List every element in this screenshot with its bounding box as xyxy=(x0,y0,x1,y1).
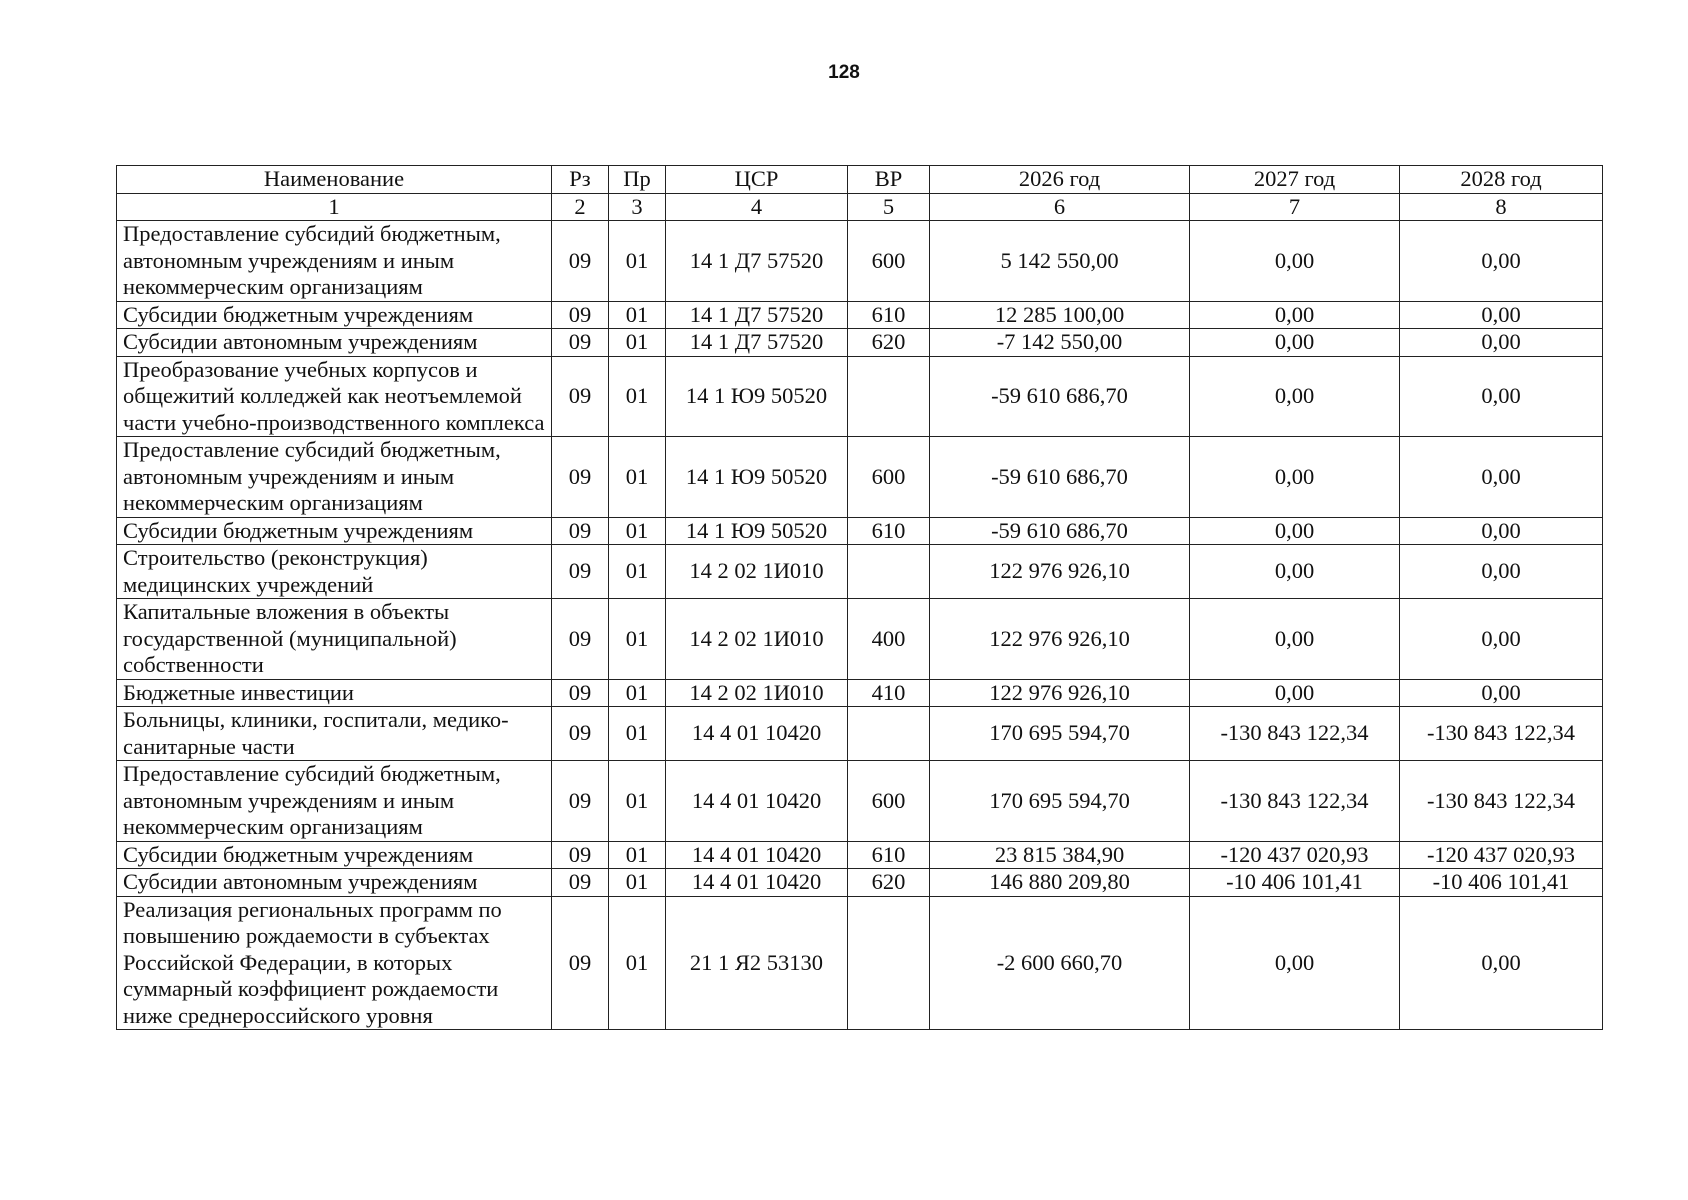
rz-cell: 09 xyxy=(552,301,609,329)
amount-2028-cell: 0,00 xyxy=(1400,679,1603,707)
column-number: 1 xyxy=(117,193,552,221)
amount-2026-cell: 146 880 209,80 xyxy=(930,869,1190,897)
amount-2026-cell: 170 695 594,70 xyxy=(930,707,1190,761)
pr-cell: 01 xyxy=(609,841,666,869)
amount-2028-cell: 0,00 xyxy=(1400,329,1603,357)
rz-cell: 09 xyxy=(552,545,609,599)
csr-cell: 14 2 02 1И010 xyxy=(666,545,848,599)
rz-cell: 09 xyxy=(552,221,609,302)
amount-2027-cell: 0,00 xyxy=(1190,896,1400,1030)
vr-cell xyxy=(848,707,930,761)
amount-2027-cell: 0,00 xyxy=(1190,437,1400,518)
row-name-cell: Строительство (реконструкция) медицинских учреждений xyxy=(117,545,552,599)
csr-cell: 14 4 01 10420 xyxy=(666,761,848,842)
header-csr: ЦСР xyxy=(666,166,848,194)
vr-cell: 600 xyxy=(848,761,930,842)
table-row xyxy=(117,301,1603,329)
column-number: 8 xyxy=(1400,193,1603,221)
amount-2028-cell: 0,00 xyxy=(1400,301,1603,329)
vr-cell: 620 xyxy=(848,329,930,357)
header-vr: ВР xyxy=(848,166,930,194)
pr-cell: 01 xyxy=(609,896,666,1030)
vr-cell: 600 xyxy=(848,437,930,518)
header-2027: 2027 год xyxy=(1190,166,1400,194)
vr-cell: 410 xyxy=(848,679,930,707)
column-number: 5 xyxy=(848,193,930,221)
rz-cell: 09 xyxy=(552,869,609,897)
table-row xyxy=(117,437,1603,518)
csr-cell: 21 1 Я2 53130 xyxy=(666,896,848,1030)
amount-2027-cell: 0,00 xyxy=(1190,599,1400,680)
csr-cell: 14 2 02 1И010 xyxy=(666,679,848,707)
amount-2026-cell: -59 610 686,70 xyxy=(930,356,1190,437)
table-row xyxy=(117,545,1603,599)
csr-cell: 14 1 Ю9 50520 xyxy=(666,356,848,437)
amount-2026-cell: -59 610 686,70 xyxy=(930,437,1190,518)
amount-2027-cell: 0,00 xyxy=(1190,301,1400,329)
amount-2027-cell: 0,00 xyxy=(1190,329,1400,357)
amount-2028-cell: 0,00 xyxy=(1400,545,1603,599)
rz-cell: 09 xyxy=(552,679,609,707)
amount-2027-cell: 0,00 xyxy=(1190,545,1400,599)
amount-2028-cell: 0,00 xyxy=(1400,221,1603,302)
csr-cell: 14 1 Ю9 50520 xyxy=(666,517,848,545)
row-name-cell: Субсидии автономным учреждениям xyxy=(117,329,552,357)
row-name-cell: Субсидии автономным учреждениям xyxy=(117,869,552,897)
table-body xyxy=(117,221,1603,1030)
rz-cell: 09 xyxy=(552,707,609,761)
vr-cell: 610 xyxy=(848,841,930,869)
amount-2026-cell: -7 142 550,00 xyxy=(930,329,1190,357)
amount-2027-cell: 0,00 xyxy=(1190,517,1400,545)
table-row xyxy=(117,599,1603,680)
amount-2028-cell: -130 843 122,34 xyxy=(1400,761,1603,842)
pr-cell: 01 xyxy=(609,329,666,357)
column-number: 6 xyxy=(930,193,1190,221)
rz-cell: 09 xyxy=(552,437,609,518)
csr-cell: 14 4 01 10420 xyxy=(666,707,848,761)
amount-2028-cell: 0,00 xyxy=(1400,896,1603,1030)
pr-cell: 01 xyxy=(609,437,666,518)
pr-cell: 01 xyxy=(609,221,666,302)
vr-cell: 620 xyxy=(848,869,930,897)
amount-2026-cell: 12 285 100,00 xyxy=(930,301,1190,329)
amount-2026-cell: 5 142 550,00 xyxy=(930,221,1190,302)
vr-cell xyxy=(848,356,930,437)
row-name-cell: Преобразование учебных корпусов и общежитий колледжей как неотъемлемой части учебно-производственного комплекса xyxy=(117,356,552,437)
header-pr: Пр xyxy=(609,166,666,194)
table-row xyxy=(117,896,1603,1030)
rz-cell: 09 xyxy=(552,517,609,545)
table-row xyxy=(117,761,1603,842)
table-row xyxy=(117,869,1603,897)
header-2028: 2028 год xyxy=(1400,166,1603,194)
csr-cell: 14 1 Д7 57520 xyxy=(666,301,848,329)
row-name-cell: Субсидии бюджетным учреждениям xyxy=(117,517,552,545)
vr-cell: 600 xyxy=(848,221,930,302)
header-2026: 2026 год xyxy=(930,166,1190,194)
row-name-cell: Предоставление субсидий бюджетным, автономным учреждениям и иным некоммерческим организациям xyxy=(117,761,552,842)
table-row xyxy=(117,356,1603,437)
pr-cell: 01 xyxy=(609,679,666,707)
pr-cell: 01 xyxy=(609,545,666,599)
table-row xyxy=(117,329,1603,357)
csr-cell: 14 4 01 10420 xyxy=(666,841,848,869)
column-number: 7 xyxy=(1190,193,1400,221)
amount-2028-cell: -120 437 020,93 xyxy=(1400,841,1603,869)
amount-2028-cell: 0,00 xyxy=(1400,437,1603,518)
page-number: 128 xyxy=(828,62,860,83)
amount-2026-cell: 23 815 384,90 xyxy=(930,841,1190,869)
column-number: 4 xyxy=(666,193,848,221)
row-name-cell: Субсидии бюджетным учреждениям xyxy=(117,841,552,869)
rz-cell: 09 xyxy=(552,841,609,869)
column-number: 3 xyxy=(609,193,666,221)
header-rz: Рз xyxy=(552,166,609,194)
amount-2026-cell: 122 976 926,10 xyxy=(930,679,1190,707)
amount-2028-cell: 0,00 xyxy=(1400,517,1603,545)
rz-cell: 09 xyxy=(552,761,609,842)
pr-cell: 01 xyxy=(609,517,666,545)
amount-2028-cell: 0,00 xyxy=(1400,356,1603,437)
amount-2026-cell: 170 695 594,70 xyxy=(930,761,1190,842)
table-row xyxy=(117,221,1603,302)
header-row xyxy=(117,166,1603,194)
table-row xyxy=(117,517,1603,545)
pr-cell: 01 xyxy=(609,301,666,329)
row-name-cell: Больницы, клиники, госпитали, медико-санитарные части xyxy=(117,707,552,761)
amount-2027-cell: -130 843 122,34 xyxy=(1190,761,1400,842)
vr-cell xyxy=(848,545,930,599)
header-name: Наименование xyxy=(117,166,552,194)
amount-2028-cell: -10 406 101,41 xyxy=(1400,869,1603,897)
csr-cell: 14 1 Д7 57520 xyxy=(666,221,848,302)
vr-cell xyxy=(848,896,930,1030)
column-number-row xyxy=(117,193,1603,221)
rz-cell: 09 xyxy=(552,599,609,680)
amount-2026-cell: 122 976 926,10 xyxy=(930,545,1190,599)
csr-cell: 14 4 01 10420 xyxy=(666,869,848,897)
row-name-cell: Предоставление субсидий бюджетным, автономным учреждениям и иным некоммерческим организациям xyxy=(117,221,552,302)
amount-2027-cell: -10 406 101,41 xyxy=(1190,869,1400,897)
row-name-cell: Субсидии бюджетным учреждениям xyxy=(117,301,552,329)
row-name-cell: Бюджетные инвестиции xyxy=(117,679,552,707)
row-name-cell: Капитальные вложения в объекты государственной (муниципальной) собственности xyxy=(117,599,552,680)
csr-cell: 14 1 Д7 57520 xyxy=(666,329,848,357)
amount-2028-cell: 0,00 xyxy=(1400,599,1603,680)
row-name-cell: Реализация региональных программ по повышению рождаемости в субъектах Российской Федерации, в которых суммарный коэффициент рождаемости ниже среднероссийского уровня xyxy=(117,896,552,1030)
rz-cell: 09 xyxy=(552,329,609,357)
row-name-cell: Предоставление субсидий бюджетным, автономным учреждениям и иным некоммерческим организациям xyxy=(117,437,552,518)
amount-2027-cell: -130 843 122,34 xyxy=(1190,707,1400,761)
budget-table xyxy=(116,165,1603,1030)
csr-cell: 14 1 Ю9 50520 xyxy=(666,437,848,518)
table-row xyxy=(117,707,1603,761)
amount-2027-cell: -120 437 020,93 xyxy=(1190,841,1400,869)
pr-cell: 01 xyxy=(609,599,666,680)
amount-2026-cell: 122 976 926,10 xyxy=(930,599,1190,680)
amount-2028-cell: -130 843 122,34 xyxy=(1400,707,1603,761)
column-number: 2 xyxy=(552,193,609,221)
rz-cell: 09 xyxy=(552,356,609,437)
amount-2027-cell: 0,00 xyxy=(1190,679,1400,707)
vr-cell: 400 xyxy=(848,599,930,680)
pr-cell: 01 xyxy=(609,869,666,897)
table-row xyxy=(117,679,1603,707)
amount-2026-cell: -59 610 686,70 xyxy=(930,517,1190,545)
vr-cell: 610 xyxy=(848,301,930,329)
pr-cell: 01 xyxy=(609,761,666,842)
rz-cell: 09 xyxy=(552,896,609,1030)
amount-2027-cell: 0,00 xyxy=(1190,221,1400,302)
amount-2026-cell: -2 600 660,70 xyxy=(930,896,1190,1030)
pr-cell: 01 xyxy=(609,707,666,761)
vr-cell: 610 xyxy=(848,517,930,545)
csr-cell: 14 2 02 1И010 xyxy=(666,599,848,680)
table-row xyxy=(117,841,1603,869)
pr-cell: 01 xyxy=(609,356,666,437)
amount-2027-cell: 0,00 xyxy=(1190,356,1400,437)
